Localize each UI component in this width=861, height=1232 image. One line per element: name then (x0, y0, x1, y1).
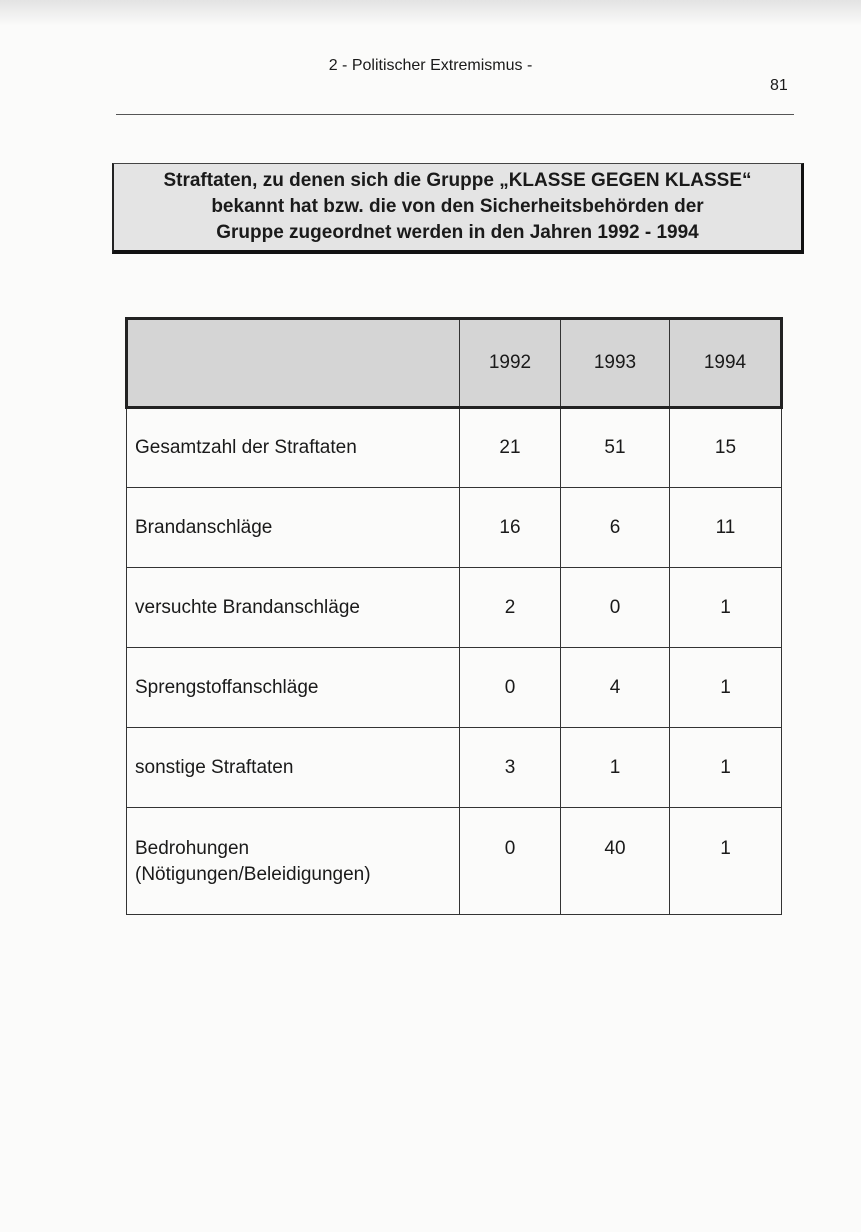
header-cell-1994: 1994 (670, 319, 782, 408)
title-line-1: Straftaten, zu denen sich die Gruppe „KLASSE GEGEN KLASSE“ (163, 170, 752, 191)
value-1992: 21 (460, 408, 561, 488)
value-1994: 11 (670, 488, 782, 568)
table-row (127, 408, 782, 488)
value-1993: 6 (561, 488, 670, 568)
value-1993: 51 (561, 408, 670, 488)
value-1994: 1 (670, 568, 782, 648)
value-1992: 3 (460, 728, 561, 808)
scan-top-edge (0, 0, 861, 26)
header-cell-1993: 1993 (561, 319, 670, 408)
table-row (127, 488, 782, 568)
title-line-3: Gruppe zugeordnet werden in den Jahren 1992 - 1994 (216, 222, 699, 243)
value-1994: 1 (670, 808, 782, 915)
row-label (127, 808, 460, 915)
table-row (127, 568, 782, 648)
page-number: 81 (770, 77, 788, 94)
header-divider (116, 114, 794, 115)
table-title (153, 168, 761, 246)
value-1993: 0 (561, 568, 670, 648)
table-row (127, 808, 782, 915)
offenses-table (125, 317, 783, 915)
table-row (127, 728, 782, 808)
value-1993: 4 (561, 648, 670, 728)
row-label-line-2: (Nötigungen/Beleidigungen) (135, 864, 371, 885)
table-row (127, 648, 782, 728)
value-1993: 40 (561, 808, 670, 915)
row-label: Gesamtzahl der Straftaten (127, 408, 460, 488)
row-label: Sprengstoffanschläge (127, 648, 460, 728)
value-1994: 1 (670, 728, 782, 808)
title-line-2: bekannt hat bzw. die von den Sicherheitsbehörden der (211, 196, 704, 217)
value-1993: 1 (561, 728, 670, 808)
value-1994: 1 (670, 648, 782, 728)
row-label: Brandanschläge (127, 488, 460, 568)
header-cell-empty (127, 319, 460, 408)
row-label: versuchte Brandanschläge (127, 568, 460, 648)
row-label-line-1: Bedrohungen (135, 838, 250, 859)
value-1994: 15 (670, 408, 782, 488)
value-1992: 16 (460, 488, 561, 568)
row-label: sonstige Straftaten (127, 728, 460, 808)
running-head: 2 - Politischer Extremismus - (328, 57, 533, 74)
value-1992: 0 (460, 648, 561, 728)
header-cell-1992: 1992 (460, 319, 561, 408)
table-title-box (112, 163, 804, 254)
value-1992: 2 (460, 568, 561, 648)
value-1992: 0 (460, 808, 561, 915)
header-row (127, 319, 782, 408)
